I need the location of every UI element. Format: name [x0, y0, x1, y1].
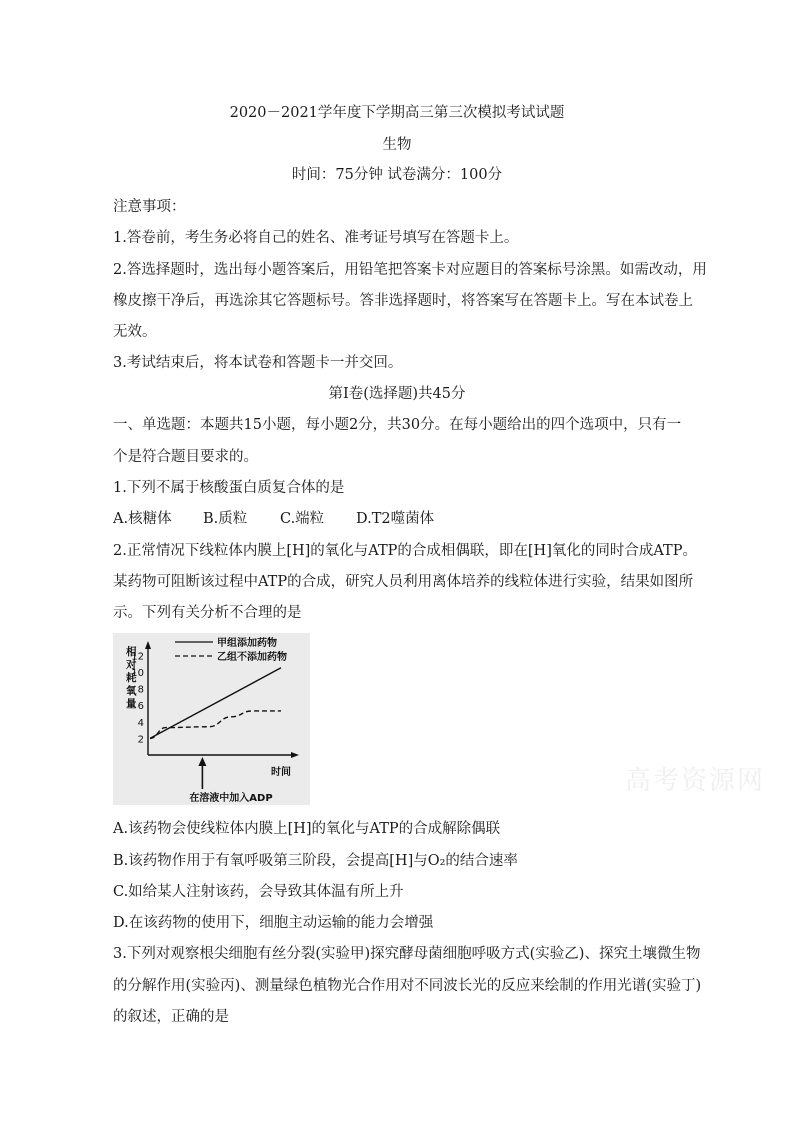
q1-option-d: D.T2噬菌体	[356, 511, 435, 527]
time-info: 时间：75分钟 试卷满分：100分	[291, 167, 503, 183]
q3-stem-line-2: 的分解作用(实验丙)、测量绿色植物光合作用对不同波长光的反应来绘制的作用光谱(实验丁)	[113, 978, 702, 994]
q2-stem-line-3: 示。下列有关分析不合理的是	[113, 605, 302, 621]
y-tick-label: 10	[131, 667, 144, 679]
q1-option-b: B.质粒	[203, 511, 248, 527]
q2-stem-line-2: 某药物可阻断该过程中ATP的合成，研究人员利用离体培养的线粒体进行实验，结果如图所	[113, 574, 694, 590]
q2-option-d: D.在该药物的使用下，细胞主动运输的能力会增强	[113, 915, 434, 931]
series-line-drug	[150, 668, 281, 739]
legend-label: 乙组不添加药物	[217, 652, 287, 663]
annotation-arrow-head	[198, 757, 206, 766]
q2-stem-line-1: 2.正常情况下线粒体内膜上[H]的氧化与ATP的合成相偶联，即在[H]氧化的同时合成ATP。	[113, 543, 697, 559]
chart-svg	[113, 633, 310, 805]
series-line-control	[150, 711, 281, 738]
notice-item-2-line-2: 橡皮擦干净后，再选涂其它答题标号。答非选择题时，将答案写在答题卡上。写在本试卷上	[113, 293, 693, 309]
notice-item-2-line-3: 无效。	[113, 324, 157, 340]
y-tick-label: 4	[137, 717, 144, 729]
q2-option-c: C.如给某人注射该药，会导致其体温有所上升	[113, 884, 404, 900]
annotation-label: 在溶液中加入ADP	[189, 793, 273, 804]
exam-title: 2020－2021学年度下学期高三第三次模拟考试试题	[229, 105, 565, 121]
notice-item-3: 3.考试结束后，将本试卷和答题卡一并交回。	[113, 355, 403, 371]
y-tick-label: 12	[131, 651, 144, 663]
q1-stem: 1.下列不属于核酸蛋白质复合体的是	[113, 480, 345, 496]
y-tick-label: 6	[137, 701, 144, 713]
notice-item-1: 1.答卷前，考生务必将自己的姓名、准考证号填写在答题卡上。	[113, 230, 519, 246]
oxygen-consumption-chart	[113, 633, 310, 805]
q2-option-b: B.该药物作用于有氧呼吸第三阶段，会提高[H]与O₂的结合速率	[113, 853, 518, 869]
y-axis-label: 相对耗氧量	[126, 646, 137, 710]
y-tick-label: 2	[137, 734, 144, 746]
x-axis-arrow	[291, 752, 299, 758]
notice-heading: 注意事项：	[113, 199, 186, 215]
q1-option-a: A.核糖体	[113, 511, 172, 527]
section-intro-line-2: 个是符合题目要求的。	[113, 449, 258, 465]
q2-option-a: A.该药物会使线粒体内膜上[H]的氧化与ATP的合成解除偶联	[113, 821, 501, 837]
subject-title: 生物	[382, 137, 412, 153]
y-axis-arrow	[145, 641, 151, 649]
section-title: 第Ⅰ卷(选择题)共45分	[328, 386, 466, 402]
watermark: 高考资源网	[625, 766, 766, 796]
legend-label: 甲组添加药物	[217, 638, 277, 649]
y-tick-label: 8	[137, 684, 144, 696]
q1-option-c: C.端粒	[280, 511, 325, 527]
x-axis-label: 时间	[271, 767, 291, 778]
q3-stem-line-3: 的叙述，正确的是	[113, 1009, 229, 1025]
section-intro-line-1: 一、单选题：本题共15小题，每小题2分，共30分。在每小题给出的四个选项中，只有一	[113, 417, 682, 433]
notice-item-2-line-1: 2.答选择题时，选出每小题答案后，用铅笔把答案卡对应题目的答案标号涂黑。如需改动，用	[113, 262, 707, 278]
q3-stem-line-1: 3.下列对观察根尖细胞有丝分裂(实验甲)探究酵母菌细胞呼吸方式(实验乙)、探究土壤微生物	[113, 946, 701, 962]
